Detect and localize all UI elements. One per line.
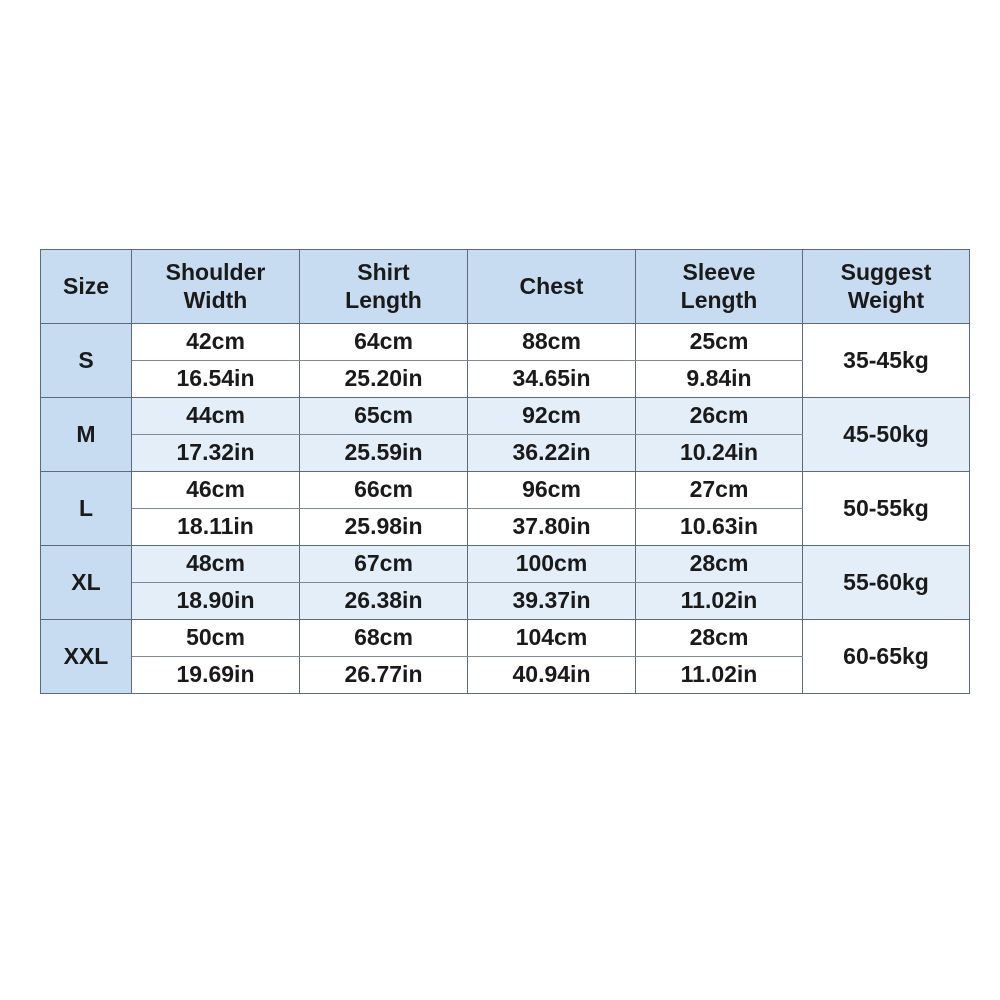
chest-cm: 88cm [468,324,636,361]
size-label: M [41,398,132,472]
header-chest-label: Chest [519,272,584,299]
chest-cm: 96cm [468,472,636,509]
sleeve-length-cm: 26cm [636,398,803,435]
shirt-length-in: 26.77in [300,657,468,694]
sleeve-length-cm: 28cm [636,620,803,657]
sleeve-length-in: 10.63in [636,509,803,546]
header-sleeve-length [636,250,803,324]
chest-cm: 92cm [468,398,636,435]
sleeve-length-in: 9.84in [636,361,803,398]
table-row-cm [41,324,970,361]
shoulder-width-cm: 46cm [132,472,300,509]
shirt-length-in: 25.98in [300,509,468,546]
shirt-length-cm: 67cm [300,546,468,583]
header-label-line1: Shirt [357,258,410,285]
header-label-line2: Length [345,286,422,313]
size-group-l [41,472,970,546]
header-shirt-length [300,250,468,324]
header-chest [468,250,636,324]
shoulder-width-cm: 42cm [132,324,300,361]
shoulder-width-cm: 44cm [132,398,300,435]
shirt-length-cm: 68cm [300,620,468,657]
size-group-m [41,398,970,472]
chest-in: 40.94in [468,657,636,694]
size-group-s [41,324,970,398]
chest-cm: 104cm [468,620,636,657]
sleeve-length-cm: 27cm [636,472,803,509]
shoulder-width-in: 19.69in [132,657,300,694]
header-label-line2: Weight [847,286,925,313]
table-header [41,250,970,324]
header-label-line1: Shoulder [165,258,266,285]
shirt-length-cm: 66cm [300,472,468,509]
shirt-length-in: 26.38in [300,583,468,620]
suggest-weight: 45-50kg [803,398,970,472]
sleeve-length-in: 10.24in [636,435,803,472]
shirt-length-cm: 65cm [300,398,468,435]
header-label-line1: Sleeve [682,258,756,285]
size-chart-table [40,249,970,694]
header-label-line1: Suggest [840,258,932,285]
shoulder-width-in: 17.32in [132,435,300,472]
sleeve-length-in: 11.02in [636,583,803,620]
sleeve-length-cm: 25cm [636,324,803,361]
suggest-weight: 55-60kg [803,546,970,620]
shoulder-width-in: 18.90in [132,583,300,620]
header-shoulder-width [132,250,300,324]
table-row-cm [41,546,970,583]
sleeve-length-in: 11.02in [636,657,803,694]
shirt-length-in: 25.59in [300,435,468,472]
suggest-weight: 35-45kg [803,324,970,398]
table-row-cm [41,472,970,509]
shirt-length-in: 25.20in [300,361,468,398]
sleeve-length-cm: 28cm [636,546,803,583]
chest-in: 39.37in [468,583,636,620]
header-label-line2: Width [183,286,248,313]
shoulder-width-in: 18.11in [132,509,300,546]
size-label: XL [41,546,132,620]
suggest-weight: 50-55kg [803,472,970,546]
chest-in: 36.22in [468,435,636,472]
header-size [41,250,132,324]
chest-cm: 100cm [468,546,636,583]
header-label-line2: Length [680,286,758,313]
size-group-xxl [41,620,970,694]
chest-in: 37.80in [468,509,636,546]
size-label: S [41,324,132,398]
size-group-xl [41,546,970,620]
chest-in: 34.65in [468,361,636,398]
header-suggest-weight [803,250,970,324]
header-row [41,250,970,324]
shoulder-width-cm: 50cm [132,620,300,657]
header-size-label: Size [62,272,110,299]
shirt-length-cm: 64cm [300,324,468,361]
shoulder-width-in: 16.54in [132,361,300,398]
suggest-weight: 60-65kg [803,620,970,694]
size-label: XXL [41,620,132,694]
table-row-cm [41,620,970,657]
size-label: L [41,472,132,546]
table-row-cm [41,398,970,435]
shoulder-width-cm: 48cm [132,546,300,583]
